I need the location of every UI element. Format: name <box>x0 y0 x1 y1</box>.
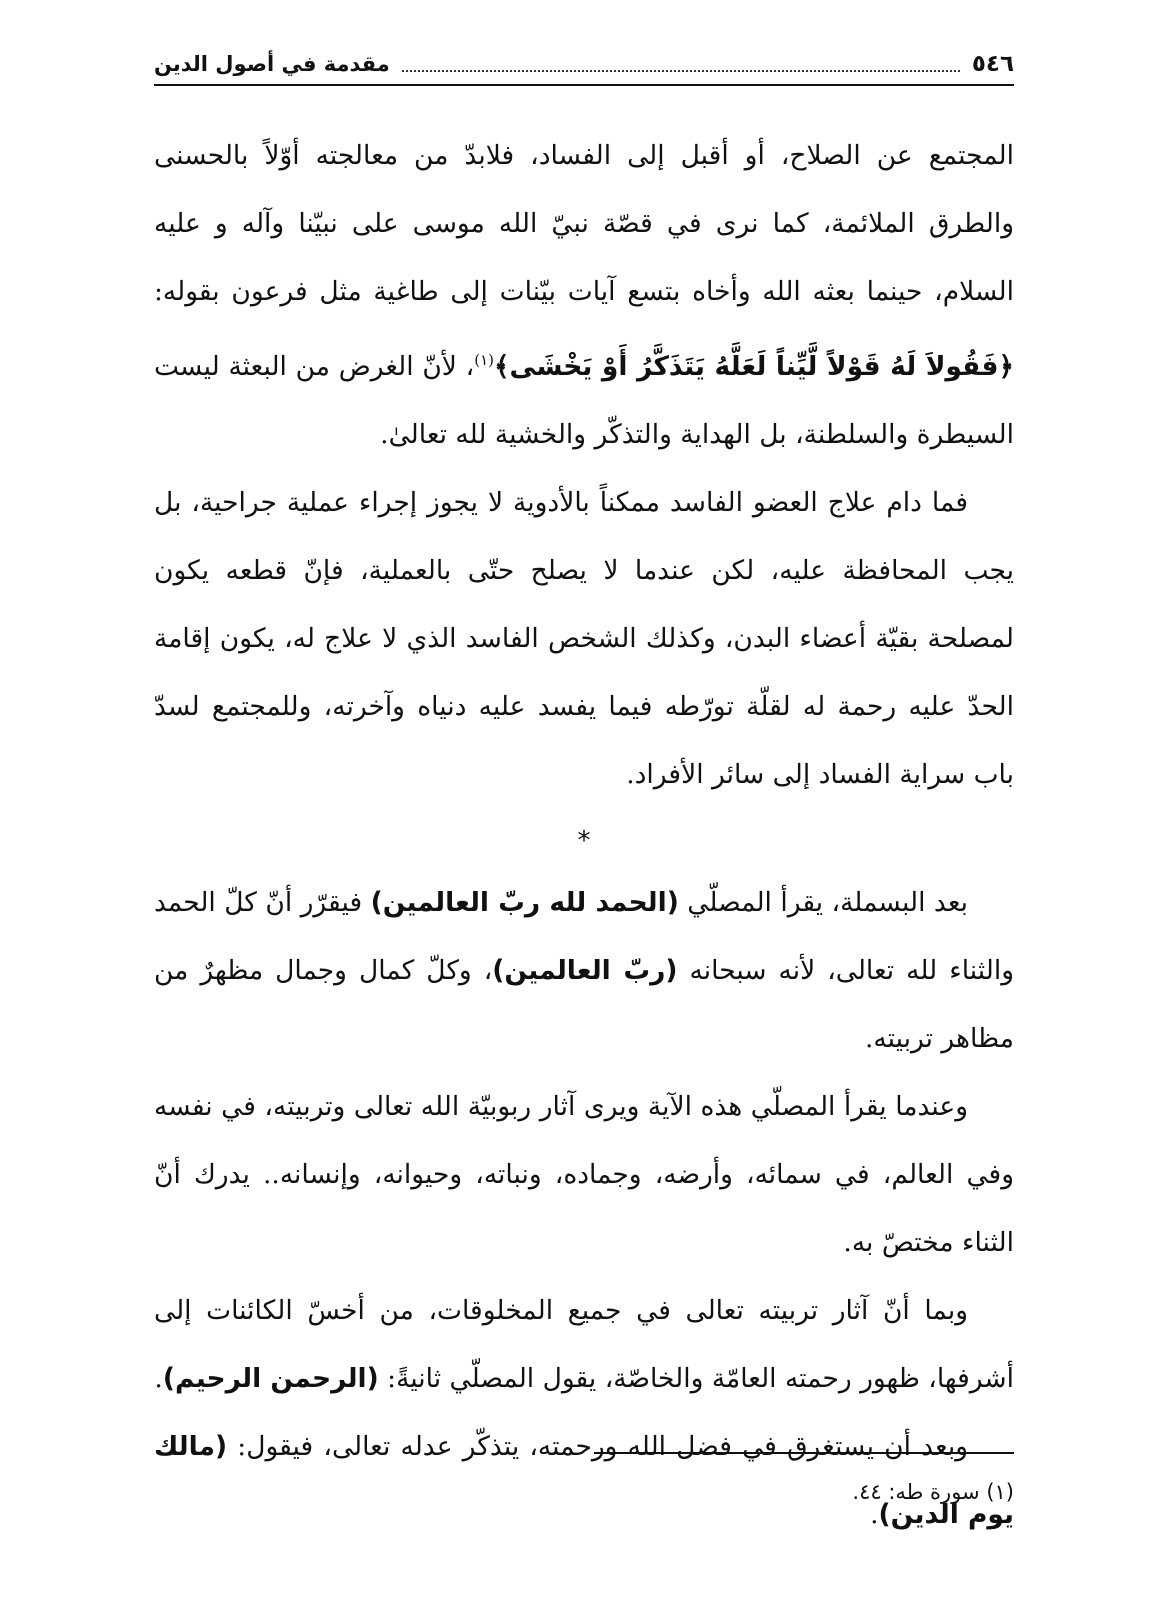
paragraph-1 <box>154 122 1014 469</box>
paragraph-5-text-a: وبما أنّ آثار تربيته تعالى في جميع المخلوقات، من أخسّ الكائنات إلى أشرفها، ظهور رحمته العامّة والخاصّة، يقول المصلّي ثانيةً: <box>154 1294 1014 1394</box>
paragraph-3 <box>154 869 1014 1073</box>
paragraph-6-text-a: وبعد أن يستغرق في فضل الله ورحمته، يتذكّر عدله تعالى، فيقول: <box>227 1430 968 1462</box>
page-body <box>154 122 1014 1549</box>
paragraph-4: وعندما يقرأ المصلّي هذه الآية ويرى آثار ربوبيّة الله تعالى وتربيته، في نفسه وفي العالم، في سمائه، وأرضه، وجماده، ونباته، وحيوانه، وإنسانه.. يدرك أنّ الثناء مختصّ به. <box>154 1090 1014 1258</box>
quote-rabb-alalamin: (ربّ العالمين) <box>492 954 678 986</box>
footnote: (١) سورة طه: ٤٤. <box>852 1480 1014 1504</box>
paragraph-5-text-b: . <box>154 1362 163 1394</box>
header-dotted-leader <box>402 56 960 72</box>
paragraph-3-text-c: ، وكلّ كمال وجمال مظهرٌ من مظاهر تربيته. <box>154 954 1014 1054</box>
paragraph-1-text-a: المجتمع عن الصلاح، أو أقبل إلى الفساد، فلابدّ من معالجته أوّلاً بالحسنى والطرق الملائمة، كما نرى في قصّة نبيّ الله موسى على نبيّنا وآله و عليه السلام، حينما بعثه الله وأخاه بتسع آيات بيّنات إلى طاغية مثل فرعون بقوله: <box>154 140 1014 307</box>
page-number: ٥٤٦ <box>971 51 1014 77</box>
quote-alrahman-alrahim: (الرحمن الرحيم) <box>162 1362 379 1394</box>
paragraph-6-text-b: . <box>870 1498 879 1530</box>
paragraph-3-text-b: فيقرّر أنّ كلّ الحمد والثناء لله تعالى، لأنه سبحانه <box>154 886 1014 986</box>
book-title: مقدمة في أصول الدين <box>154 52 390 76</box>
footnote-reference: (١) <box>474 351 494 369</box>
paragraph-1-text-b: ، لأنّ الغرض من البعثة ليست السيطرة والسلطنة، بل الهداية والتذكّر والخشية لله تعالىٰ. <box>154 350 1014 450</box>
footnote-divider <box>594 1452 1014 1454</box>
paragraph-3-text-a: بعد البسملة، يقرأ المصلّي <box>678 886 968 918</box>
paragraph-2: فما دام علاج العضو الفاسد ممكناً بالأدوية لا يجوز إجراء عملية جراحية، بل يجب المحافظة عليه، لكن عندما لا يصلح حتّى بالعملية، فإنّ قطعه يكون لمصلحة بقيّة أعضاء البدن، وكذلك الشخص الفاسد الذي لا علاج له، يكون إقامة الحدّ عليه رحمة له لقلّة تورّطه فيما يفسد عليه دنياه وآخرته، وللمجتمع لسدّ باب سراية الفساد إلى سائر الأفراد. <box>154 486 1014 790</box>
quran-verse: ﴿فَقُولاَ لَهُ قَوْلاً لَّيِّناً لَعَلَّهُ يَتَذَكَّرُ أَوْ يَخْشَى﴾ <box>494 350 1014 382</box>
section-separator: * <box>577 825 591 856</box>
quote-malik-yawm-aldin: (مالك يوم الدين) <box>154 1430 1014 1530</box>
quote-alhamd: (الحمد لله ربّ العالمين) <box>370 886 679 918</box>
page-header <box>154 44 1014 86</box>
paragraph-5 <box>154 1277 1014 1413</box>
